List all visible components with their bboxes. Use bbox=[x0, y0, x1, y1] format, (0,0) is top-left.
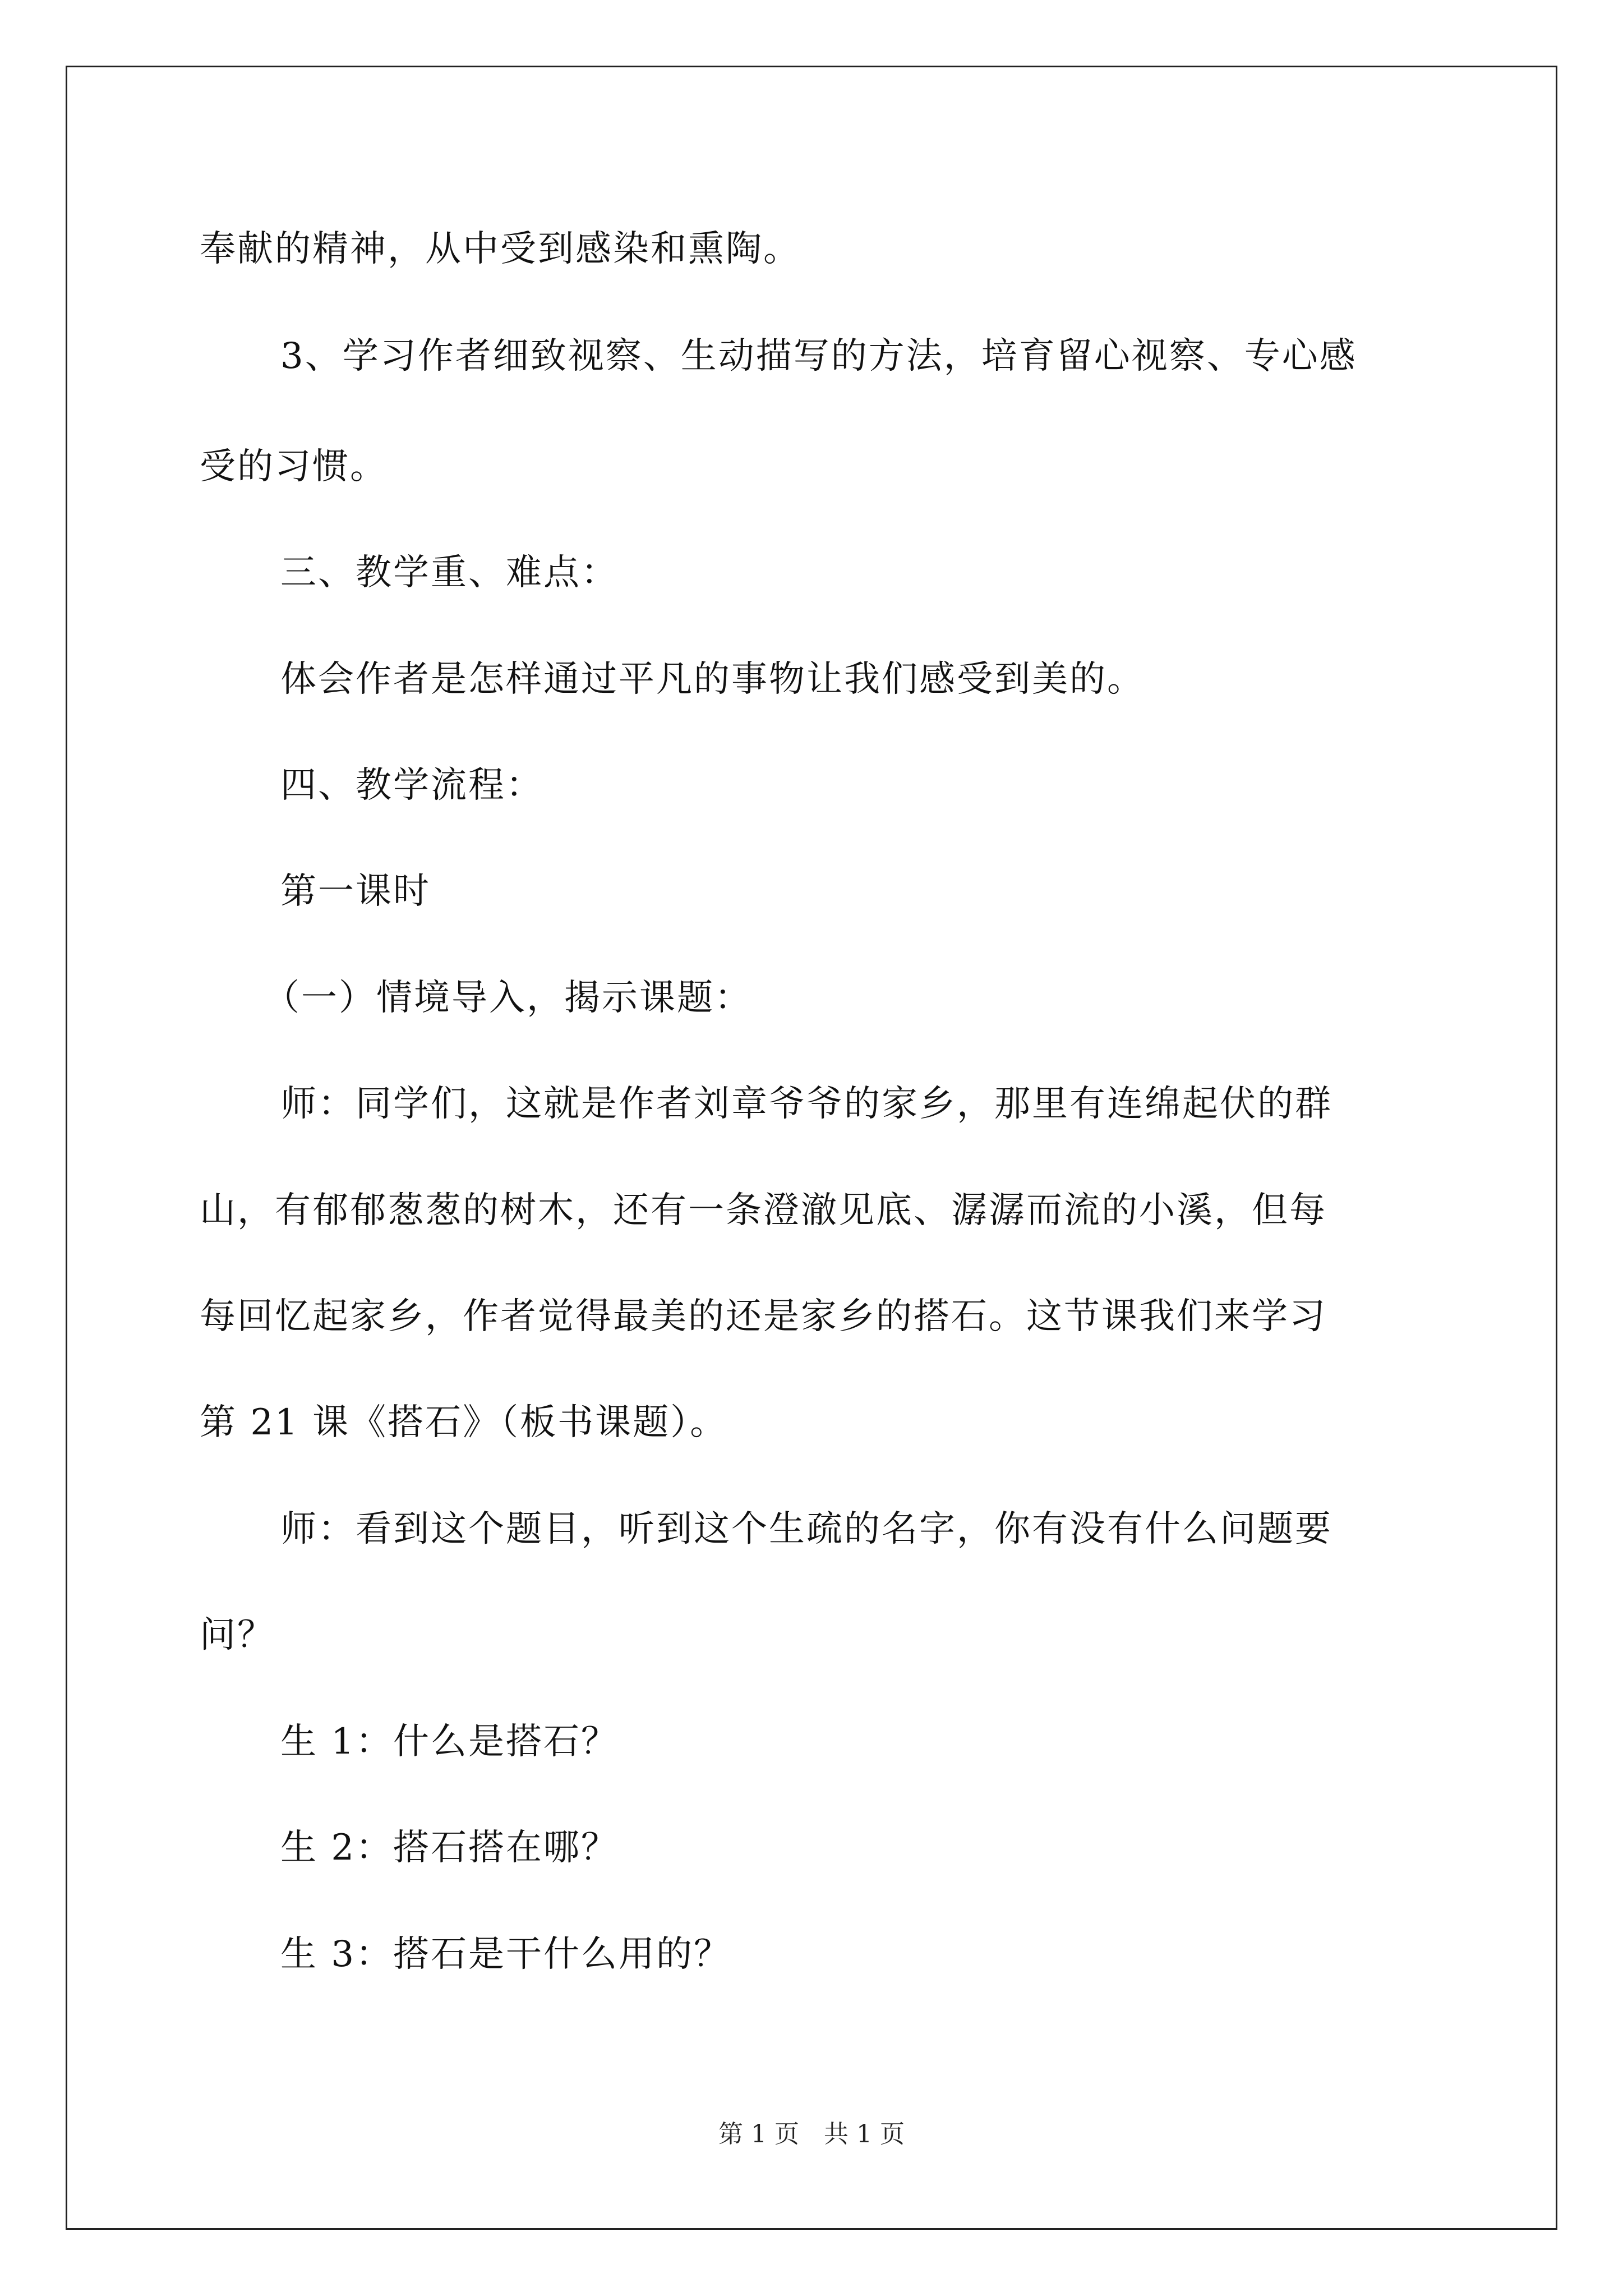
page-footer: 第 1 页 共 1 页 bbox=[718, 2120, 905, 2148]
page-border bbox=[66, 66, 1557, 2230]
text-line: 师：同学们，这就是作者刘章爷爷的家乡，那里有连绵起伏的群 bbox=[280, 1083, 1332, 1125]
text-line: 生 3：搭石是干什么用的？ bbox=[280, 1934, 732, 1975]
text-line: 山，有郁郁葱葱的树木，还有一条澄澈见底、潺潺而流的小溪，但每 bbox=[200, 1190, 1327, 1231]
text-line: （一）情境导入，揭示课题： bbox=[264, 977, 752, 1019]
text-line: 体会作者是怎样通过平凡的事物让我们感受到美的。 bbox=[280, 659, 1145, 700]
section-heading: 四、教学流程： bbox=[280, 765, 543, 806]
section-heading: 三、教学重、难点： bbox=[280, 552, 619, 593]
text-line: 受的习惯。 bbox=[200, 446, 388, 487]
text-line: 生 1：什么是搭石？ bbox=[280, 1721, 619, 1763]
text-line: 每回忆起家乡，作者觉得最美的还是家乡的搭石。这节课我们来学习 bbox=[200, 1296, 1327, 1337]
text-line: 生 2：搭石搭在哪？ bbox=[280, 1827, 619, 1869]
text-line: 师：看到这个题目，听到这个生疏的名字，你有没有什么问题要 bbox=[280, 1508, 1332, 1550]
text-line: 问？ bbox=[200, 1614, 275, 1656]
text-line: 3、学习作者细致视察、生动描写的方法，培育留心视察、专心感 bbox=[280, 335, 1357, 377]
text-line: 第一课时 bbox=[280, 871, 431, 912]
text-line: 奉献的精神，从中受到感染和熏陶。 bbox=[200, 228, 801, 270]
text-line: 第 21 课《搭石》（板书课题）。 bbox=[200, 1402, 728, 1443]
